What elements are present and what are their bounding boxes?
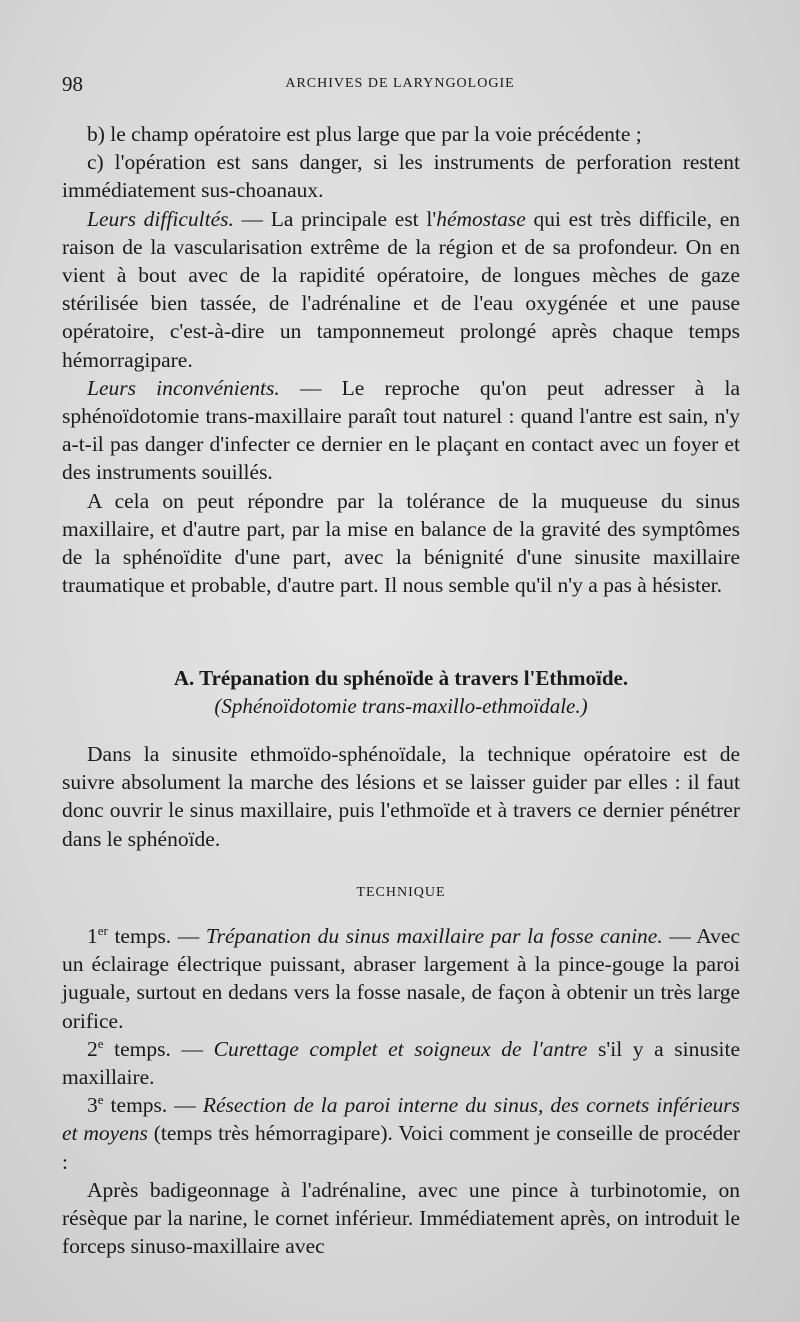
page-header xyxy=(62,72,738,102)
paragraph-step-3: 3e temps. — Résection de la paroi interne du sinus, des cornets inférieurs et moyens (temps très hémorragipare). Voici comment je conseille de procéder : xyxy=(62,1092,740,1174)
running-head: ARCHIVES DE LARYNGOLOGIE xyxy=(285,76,515,91)
inconvenients-title: Leurs inconvénients. xyxy=(87,375,280,400)
paragraph-response: A cela on peut répondre par la tolérance de la muqueuse du sinus maxillaire, et d'autre part, par la mise en balance de la gravité des symptômes de la sphénoïdite d'une part, avec la bénignité d'une sinusite maxillaire traumatique et probable, d'autre part. Il nous semble qu'il n'y a pas à hésister. xyxy=(62,488,740,598)
paragraph-difficulties: Leurs difficultés. — La principale est l'hémostase qui est très difficile, en raison de la vascularisation extrême de la région et de sa profondeur. On en vient à bout avec de la rapidité opératoire, de longues mèches de gaze stérilisée bien tassée, de l'adrénaline et de l'eau oxygénée et une pause opératoire, c'est-à-dire un tamponnemeut prolongé après chaque temps hémorragipare. xyxy=(62,206,741,372)
section-heading xyxy=(62,664,740,720)
paragraph-intro-technique: Dans la sinusite ethmoïdo-sphénoïdale, la technique opératoire est de suivre absolument la marche des lésions et se laisser guider par elles : il faut donc ouvrir le sinus maxillaire, puis l'ethmoïde et à travers ce dernier pénétrer dans le sphénoïde. xyxy=(62,742,740,851)
paragraph-step-2: 2e temps. — Curettage complet et soigneux de l'antre s'il y a sinusite maxillaire. xyxy=(62,1035,740,1090)
paragraph-advantage-c: c) l'opération est sans danger, si les instruments de perforation restent immédiatement sus-choanaux. xyxy=(62,150,740,203)
section-subtitle: (Sphénoïdotomie trans-maxillo-ethmoïdale.) xyxy=(214,694,588,718)
paragraph-advantage-b: b) le champ opératoire est plus large que par la voie précédente ; xyxy=(87,122,642,146)
hemostase-emphasis: hémostase xyxy=(436,206,526,231)
paragraph-step-1: 1er temps. — Trépanation du sinus maxillaire par la fosse canine. — Avec un éclairage électrique puissant, abraser largement à la pince-gouge la paroi juguale, surtout en dedans vers la fosse nasale, de façon à obtenir un très large orifice. xyxy=(62,922,740,1033)
technique-heading: TECHNIQUE xyxy=(356,885,446,900)
difficulties-title: Leurs difficultés. xyxy=(87,206,234,231)
section-title: A. Trépanation du sphénoïde à travers l'Ethmoïde. xyxy=(173,666,629,690)
paragraph-procedure: Après badigeonnage à l'adrénaline, avec une pince à turbinotomie, on résèque par la narine, le cornet inférieur. Immédiatement après, on introduit le forceps sinuso-maxillaire avec xyxy=(62,1177,740,1259)
text-block-1 xyxy=(62,120,740,599)
paragraph-inconvenients: Leurs inconvénients. — Le reproche qu'on peut adresser à la sphénoïdotomie trans-maxillaire paraît tout naturel : quand l'antre est sain, n'y a-t-il pas danger d'infecter ce dernier en le plaçant en contact avec un foyer et des instruments souillés. xyxy=(62,375,740,485)
text-block-3 xyxy=(62,922,740,1260)
text-block-2 xyxy=(62,740,740,853)
page-number: 98 xyxy=(62,72,83,96)
